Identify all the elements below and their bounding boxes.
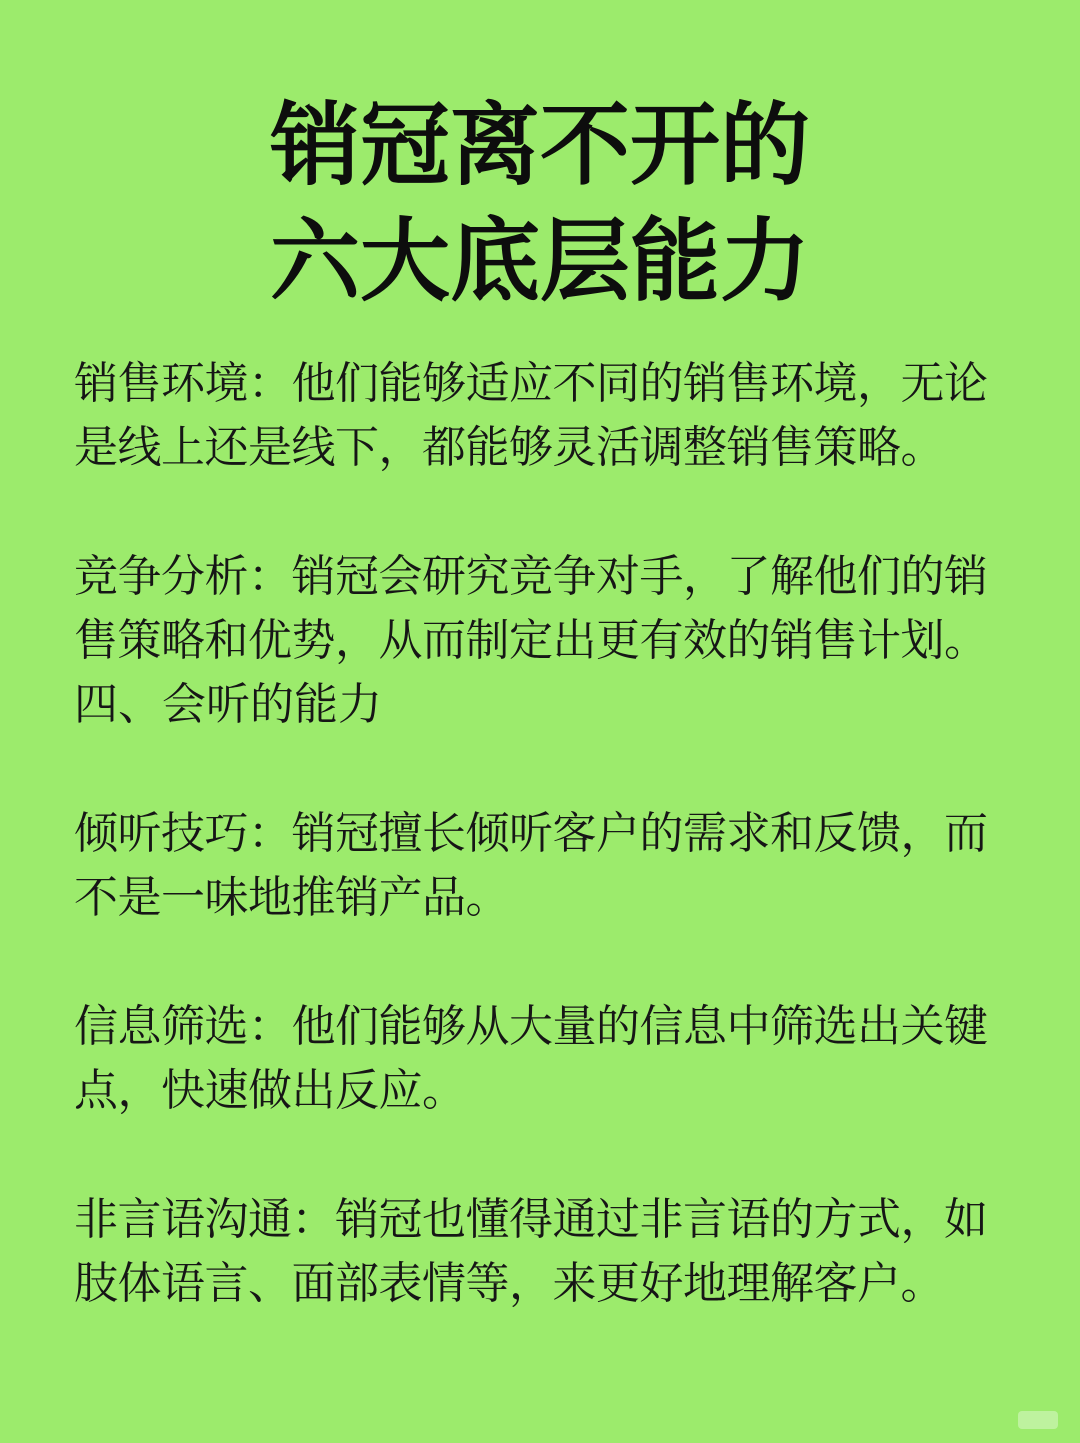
- title-line-2: 六大底层能力: [270, 209, 810, 314]
- paragraph-line: 竞争分析：销冠会研究竞争对手，了解他们的销: [74, 551, 988, 602]
- paragraph-information-filtering: [74, 995, 992, 1123]
- article-body: [74, 352, 992, 1316]
- paragraph-nonverbal-communication: [74, 1188, 992, 1316]
- paragraph-line: 信息筛选：他们能够从大量的信息中筛选出关键: [74, 1001, 988, 1052]
- paragraph-listening-skills: [74, 802, 992, 930]
- paragraph-competition-analysis: [74, 545, 992, 673]
- paragraph-sales-environment: [74, 352, 992, 480]
- paragraph-line: 肢体语言、面部表情等，来更好地理解客户。: [74, 1258, 944, 1309]
- title-line-1: 销冠离不开的: [270, 93, 810, 198]
- page-title: [0, 88, 1080, 320]
- watermark-logo: [1018, 1411, 1058, 1429]
- section-heading-listening: 四、会听的能力: [74, 679, 382, 730]
- paragraph-line: 非言语沟通：销冠也懂得通过非言语的方式，如: [74, 1194, 988, 1245]
- paragraph-line: 倾听技巧：销冠擅长倾听客户的需求和反馈，而: [74, 808, 988, 859]
- paragraph-line: 销售环境：他们能够适应不同的销售环境，无论: [74, 358, 988, 409]
- paragraph-line: 点，快速做出反应。: [74, 1065, 466, 1116]
- paragraph-line: 不是一味地推销产品。: [74, 872, 509, 923]
- paragraph-line: 是线上还是线下，都能够灵活调整销售策略。: [74, 422, 944, 473]
- paragraph-line: 售策略和优势，从而制定出更有效的销售计划。: [74, 615, 988, 666]
